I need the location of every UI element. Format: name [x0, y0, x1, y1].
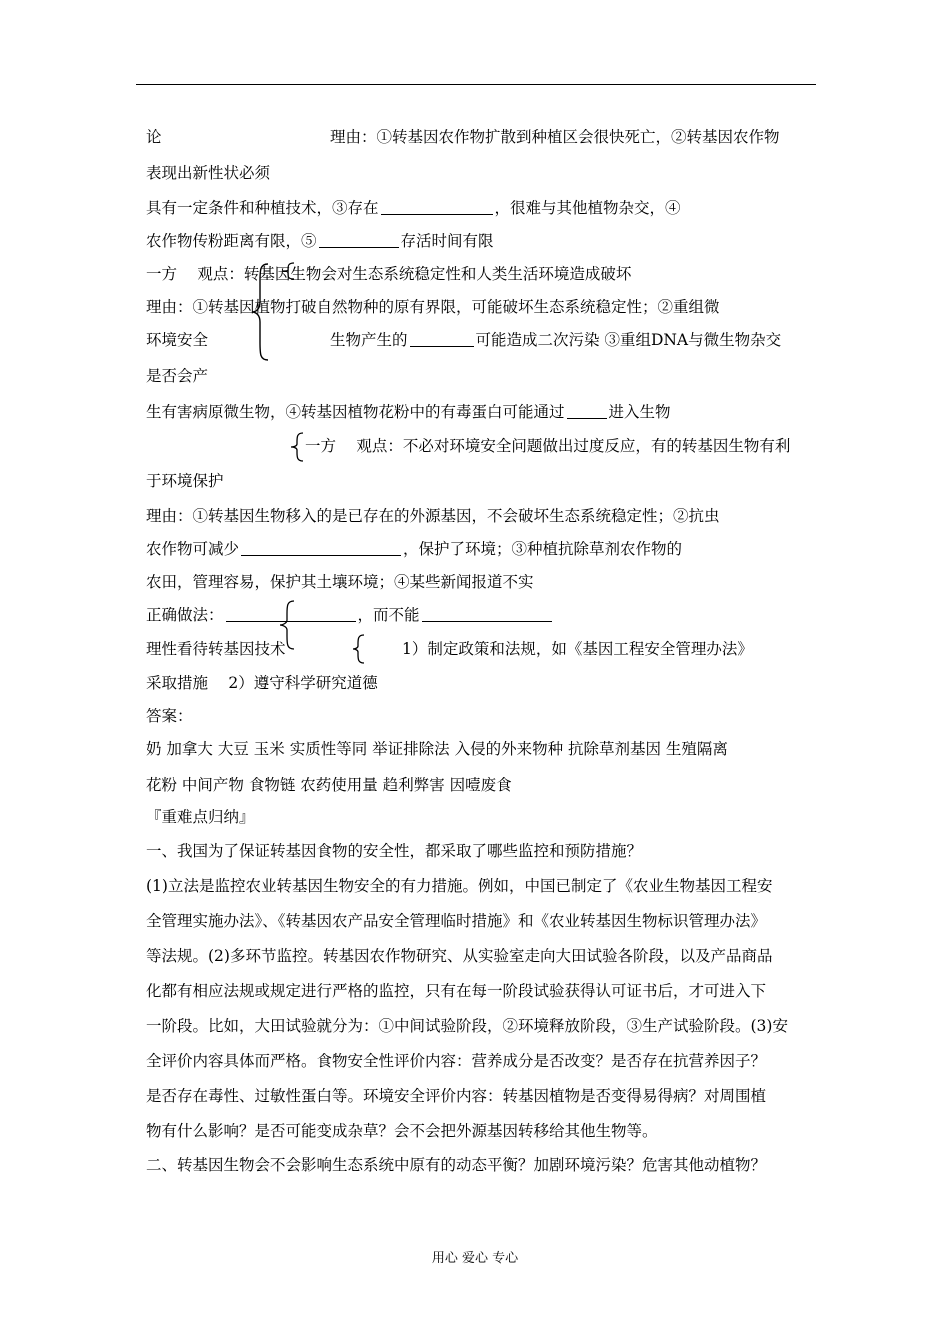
text-line: 论 [146, 128, 162, 146]
fill-blank [381, 198, 493, 215]
paragraph-line: 化都有相应法规或规定进行严格的监控，只有在每一阶段试验获得认可证书后，才可进入下 [146, 982, 767, 1000]
paragraph-line: 全管理实施办法》、《转基因农产品安全管理临时措施》和《农业转基因生物标识管理办法》 [146, 912, 767, 930]
text-segment: 生物产生的 [330, 331, 408, 349]
text-segment: 可能造成二次污染 ③重组DNA与微生物杂交 [475, 331, 782, 349]
text-segment: ，而不能 [357, 606, 420, 624]
header-rule [136, 84, 816, 85]
answer-line: 奶 加拿大 大豆 玉米 实质性等同 举证排除法 入侵的外来物种 抗除草剂基因 生殖隔离 [146, 740, 728, 758]
fill-blank [226, 605, 356, 622]
text-line: 理由：①转基因生物移入的是已存在的外源基因，不会破坏生态系统稳定性；②抗虫 [146, 507, 720, 525]
text-line: 表现出新性状必须 [146, 164, 271, 182]
fill-blank [241, 539, 401, 556]
text-segment: ，保护了环境；③种植抗除草剂农作物的 [403, 540, 683, 558]
left-brace-icon [289, 432, 305, 462]
paragraph-line: 一阶段。比如，大田试验就分为：①中间试验阶段，②环境释放阶段，③生产试验阶段。(3)安 [146, 1017, 788, 1035]
paragraph-line: 物有什么影响？是否可能变成杂草？会不会把外源基因转移给其他生物等。 [146, 1122, 658, 1140]
text-segment: 农作物可减少 [146, 540, 240, 558]
text-line [146, 198, 681, 218]
text-line: 理由：①转基因植物打破自然物种的原有界限，可能破坏生态系统稳定性；②重组微 [146, 298, 720, 316]
question-heading: 一、我国为了保证转基因食物的安全性，都采取了哪些监控和预防措施？ [146, 842, 643, 860]
paragraph-line: 是否存在毒性、过敏性蛋白等。环境安全评价内容：转基因植物是否变得易得病？对周围植 [146, 1087, 767, 1105]
text-line: 理由：①转基因农作物扩散到种植区会很快死亡，②转基因农作物 [330, 128, 780, 146]
question-heading: 二、转基因生物会不会影响生态系统中原有的动态平衡？加剧环境污染？危害其他动植物？ [146, 1156, 767, 1174]
text-segment: ，很难与其他植物杂交，④ [494, 199, 681, 217]
text-segment: 存活时间有限 [400, 232, 494, 250]
paragraph-line: 等法规。(2)多环节监控。转基因农作物研究、从实验室走向大田试验各阶段，以及产品商品 [146, 947, 773, 965]
text-line: 于环境保护 [146, 472, 224, 490]
text-line [146, 539, 682, 559]
left-brace-icon [352, 634, 366, 664]
text-segment: 具有一定条件和种植技术，③存在 [146, 199, 379, 217]
answer-line: 花粉 中间产物 食物链 农药使用量 趋利弊害 因噎废食 [146, 776, 512, 794]
text-line [146, 231, 494, 251]
text-line: 采取措施 2）遵守科学研究道德 [146, 674, 378, 692]
text-line: 环境安全 [146, 331, 209, 349]
text-line: 农田，管理容易，保护其土壤环境；④某些新闻报道不实 [146, 573, 534, 591]
text-segment: 进入生物 [608, 403, 671, 421]
text-segment: 生有害病原微生物，④转基因植物花粉中的有毒蛋白可能通过 [146, 403, 565, 421]
text-line: 理性看待转基因技术 [146, 640, 286, 658]
text-segment: 农作物传粉距离有限，⑤ [146, 232, 317, 250]
page-footer: 用心 爱心 专心 [431, 1251, 519, 1266]
text-line: 1）制定政策和法规，如《基因工程安全管理办法》 [402, 640, 753, 658]
text-line [330, 330, 781, 350]
fill-blank [410, 330, 474, 347]
section-heading: 『重难点归纳』 [146, 808, 255, 826]
text-line [146, 402, 671, 422]
text-segment: 正确做法： [146, 606, 224, 624]
fill-blank [319, 231, 399, 248]
fill-blank [422, 605, 552, 622]
paragraph-line: (1)立法是监控农业转基因生物安全的有力措施。例如，中国已制定了《农业生物基因工程安 [146, 877, 773, 895]
answer-heading: 答案： [146, 707, 193, 725]
text-line [146, 605, 554, 625]
fill-blank [567, 402, 607, 419]
paragraph-line: 全评价内容具体而严格。食物安全性评价内容：营养成分是否改变？是否存在抗营养因子？ [146, 1052, 767, 1070]
text-line: 是否会产 [146, 367, 209, 385]
text-line: 一方 观点：转基因生物会对生态系统稳定性和人类生活环境造成破坏 [146, 265, 632, 283]
text-line: 一方 观点：不必对环境安全问题做出过度反应，有的转基因生物有利 [305, 437, 791, 455]
